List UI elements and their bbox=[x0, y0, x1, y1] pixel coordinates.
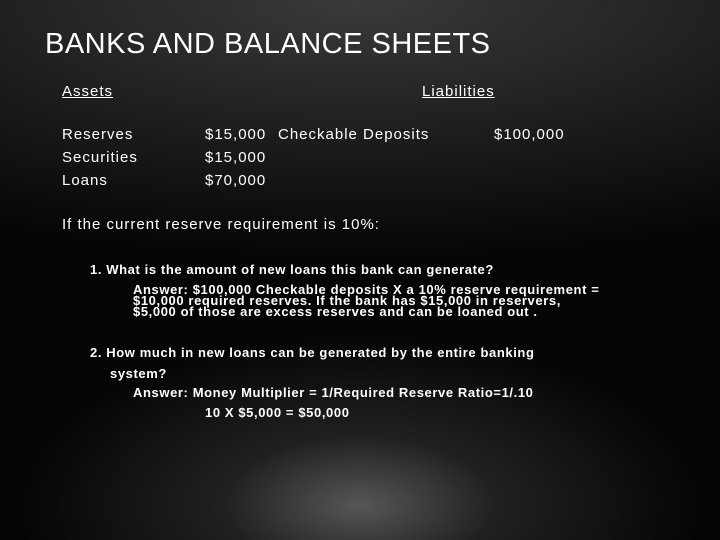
question-1: 1. What is the amount of new loans this bank can generate? bbox=[90, 262, 494, 277]
answer-1-line-1: Answer: $100,000 Checkable deposits X a 10% reserve requirement = bbox=[133, 282, 600, 297]
asset-label-securities: Securities bbox=[62, 149, 138, 166]
asset-amount-reserves: $15,000 bbox=[205, 126, 267, 143]
asset-amount-securities: $15,000 bbox=[205, 149, 267, 166]
asset-amount-loans: $70,000 bbox=[205, 172, 267, 189]
slide-title: BANKS AND BALANCE SHEETS bbox=[45, 28, 491, 60]
question-2-line-1: 2. How much in new loans can be generated by the entire banking bbox=[90, 345, 535, 360]
asset-label-reserves: Reserves bbox=[62, 126, 134, 143]
assets-header: Assets bbox=[62, 83, 114, 100]
intro-text: If the current reserve requirement is 10%: bbox=[62, 216, 380, 233]
liability-amount-checkable-deposits: $100,000 bbox=[494, 126, 565, 143]
question-2-line-2: system? bbox=[110, 366, 167, 381]
answer-1-line-3: $5,000 of those are excess reserves and can be loaned out . bbox=[133, 304, 538, 319]
answer-1-line-2: $10,000 required reserves. If the bank has $15,000 in reservers, bbox=[133, 293, 561, 308]
liability-label-checkable-deposits: Checkable Deposits bbox=[278, 126, 430, 143]
answer-2-line-1: Answer: Money Multiplier = 1/Required Reserve Ratio=1/.10 bbox=[133, 385, 534, 400]
liabilities-header: Liabilities bbox=[422, 83, 495, 100]
answer-2-line-2: 10 X $5,000 = $50,000 bbox=[205, 405, 350, 420]
asset-label-loans: Loans bbox=[62, 172, 108, 189]
